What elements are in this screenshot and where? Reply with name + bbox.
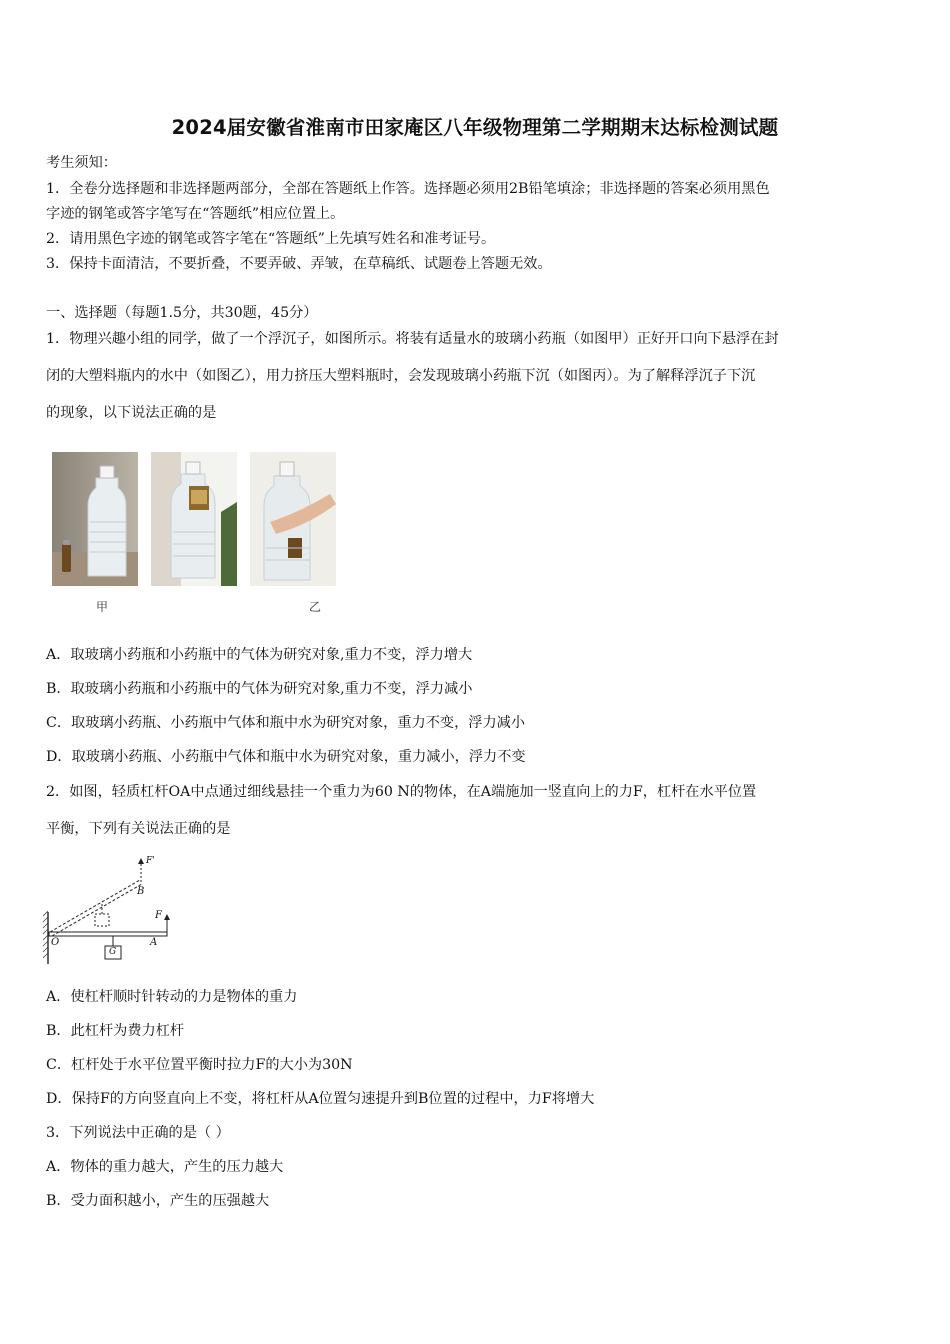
label-b: B [137,886,145,897]
q3-stem: 3．下列说法中正确的是（ ） [46,1125,230,1141]
q2-stem-line-1: 2．如图，轻质杠杆OA中点通过细线悬挂一个重力为60 N的物体，在A端施加一竖直向上的力F，杠杆在水平位置 [46,784,757,800]
label-f: F [155,910,162,921]
notice-item-3: 3．保持卡面清洁，不要折叠，不要弄破、弄皱，在草稿纸、试题卷上答题无效。 [46,256,552,272]
notice-item-1-cont: 字迹的钢笔或答字笔写在“答题纸”相应位置上。 [46,206,345,222]
caption-jia: 甲 [96,600,109,614]
q2-option-a: A．使杠杆顺时针转动的力是物体的重力 [46,989,298,1005]
q1-option-a: A．取玻璃小药瓶和小药瓶中的气体为研究对象,重力不变，浮力增大 [46,647,473,663]
q1-option-b: B．取玻璃小药瓶和小药瓶中的气体为研究对象,重力不变，浮力减小 [46,681,473,697]
q2-option-b: B．此杠杆为费力杠杆 [46,1023,185,1039]
section-heading: 一、选择题（每题1.5分，共30题，45分） [46,305,318,321]
label-f-prime: F' [146,856,155,866]
q1-stem-line-3: 的现象，以下说法正确的是 [46,405,217,421]
label-a: A [150,937,158,948]
q2-option-d: D．保持F的方向竖直向上不变，将杠杆从A位置匀速提升到B位置的过程中，力F将增大 [46,1091,595,1107]
q3-option-a: A．物体的重力越大，产生的压力越大 [46,1159,284,1175]
q2-stem-line-2: 平衡，下列有关说法正确的是 [46,821,231,837]
q3-option-b: B．受力面积越小，产生的压强越大 [46,1193,270,1209]
notice-item-1: 1．全卷分选择题和非选择题两部分，全部在答题纸上作答。选择题必须用2B铅笔填涂；非选择题的答案必须用黑色 [46,181,770,197]
q1-option-c: C．取玻璃小药瓶、小药瓶中气体和瓶中水为研究对象，重力不变，浮力减小 [46,715,526,731]
notice-item-2: 2．请用黑色字迹的钢笔或答字笔在“答题纸”上先填写姓名和准考证号。 [46,231,496,247]
photo-jia [52,452,138,586]
q1-option-d: D．取玻璃小药瓶、小药瓶中气体和瓶中水为研究对象，重力减小，浮力不变 [46,749,526,765]
q1-stem-line-1: 1．物理兴趣小组的同学，做了一个浮沉子，如图所示。将装有适量水的玻璃小药瓶（如图甲）正好开口向下悬浮在封 [46,331,779,347]
notice-heading: 考生须知： [46,155,117,171]
page-title: 2024届安徽省淮南市田家庵区八年级物理第二学期期末达标检测试题 [171,116,779,139]
label-g: G [109,947,117,957]
photo-bing [250,452,336,586]
lever-diagram [40,852,180,967]
photo-yi [151,452,237,586]
q1-stem-line-2: 闭的大塑料瓶内的水中（如图乙），用力挤压大塑料瓶时，会发现玻璃小药瓶下沉（如图丙）。为了解释浮沉子下沉 [46,368,756,384]
label-o: O [51,937,60,948]
caption-yi: 乙 [309,600,322,614]
q2-option-c: C．杠杆处于水平位置平衡时拉力F的大小为30N [46,1057,353,1073]
